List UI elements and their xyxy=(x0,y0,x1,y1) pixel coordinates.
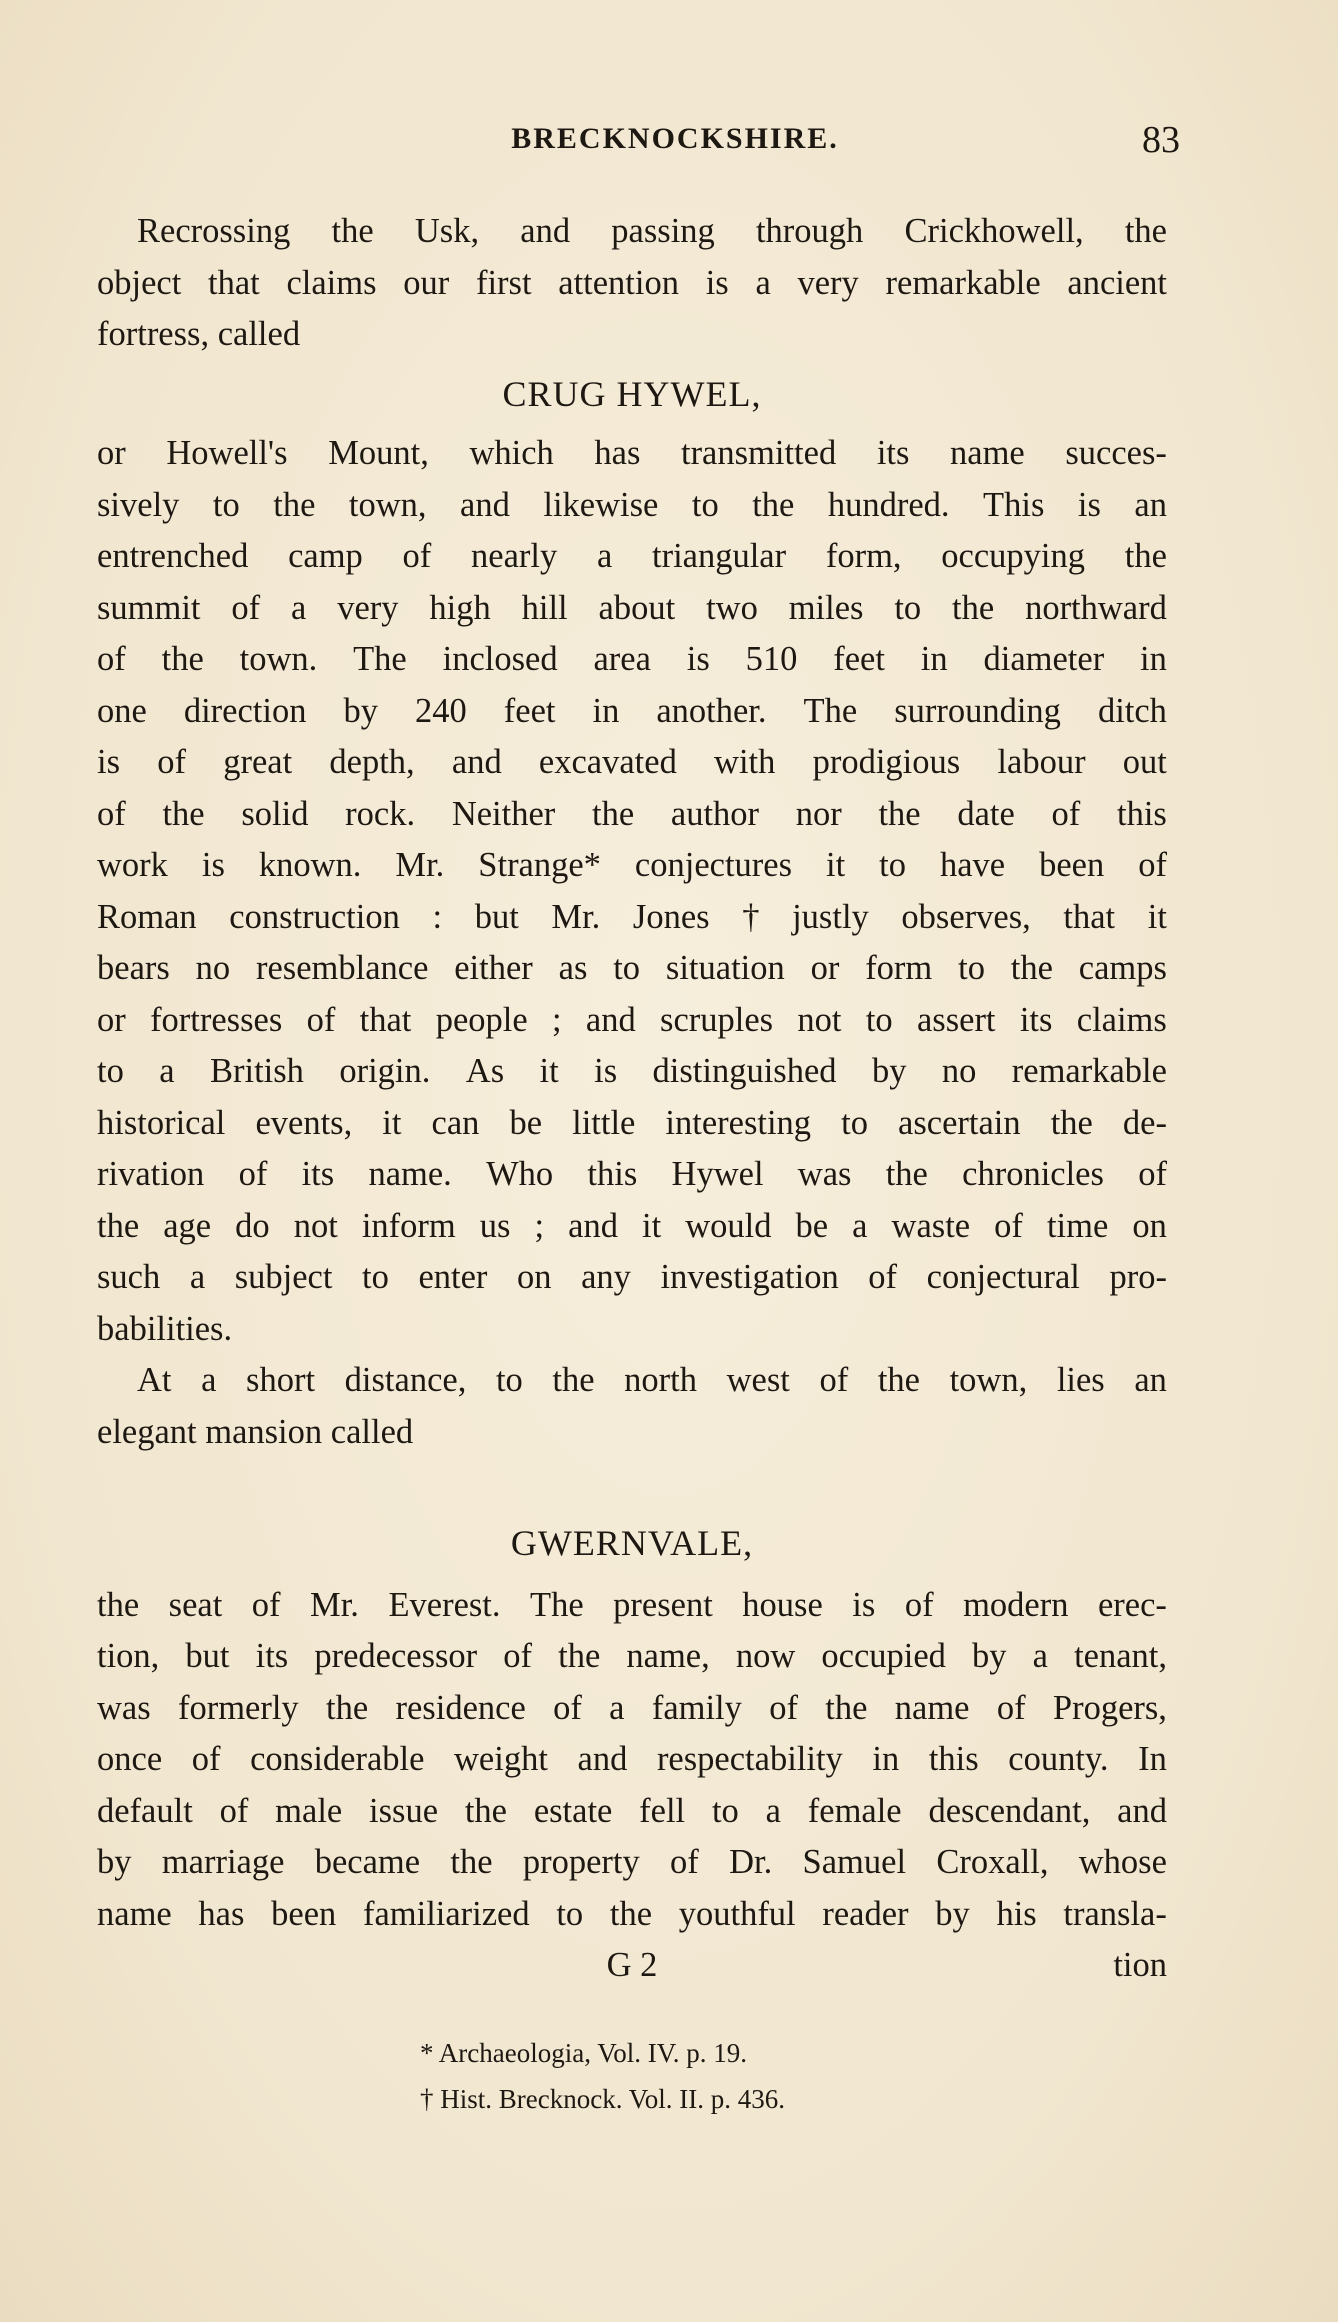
signature-mark: G 2 xyxy=(606,1946,658,1984)
text-line: name has been familiarized to the youthful reader by his transla- xyxy=(97,1894,1167,1933)
text-line: bears no resemblance either as to situation or form to the camps xyxy=(97,949,1167,987)
text-line: elegant mansion called xyxy=(97,1412,414,1451)
text-line: object that claims our first attention is a very remarkable ancient xyxy=(97,263,1167,302)
text-line: Roman construction : but Mr. Jones † justly observes, that it xyxy=(97,897,1167,936)
text-line: rivation of its name. Who this Hywel was the chronicles of xyxy=(97,1155,1167,1193)
running-head: BRECKNOCKSHIRE. xyxy=(511,122,839,155)
text-line: was formerly the residence of a family of the name of Progers, xyxy=(97,1688,1167,1727)
text-line: one direction by 240 feet in another. The surrounding ditch xyxy=(97,691,1167,730)
page-number: 83 xyxy=(1142,119,1180,161)
page-header xyxy=(150,118,1180,161)
text-line: of the solid rock. Neither the author nor the date of this xyxy=(97,794,1167,833)
footnotes xyxy=(420,2030,785,2122)
text-line: the seat of Mr. Everest. The present house is of modern erec- xyxy=(97,1585,1167,1624)
section-heading-gwernvale: GWERNVALE, xyxy=(510,1523,754,1563)
text-line: historical events, it can be little interesting to ascertain the de- xyxy=(97,1103,1167,1142)
text-line: fortress, called xyxy=(97,315,301,353)
paragraph-4 xyxy=(97,1580,1167,1941)
text-line: or Howell's Mount, which has transmitted its name succes- xyxy=(97,434,1167,472)
text-line: the age do not inform us ; and it would be a waste of time on xyxy=(97,1206,1167,1245)
text-line: to a British origin. As it is distinguished by no remarkable xyxy=(97,1052,1167,1090)
text-line: work is known. Mr. Strange* conjectures it to have been of xyxy=(97,846,1167,884)
body-text xyxy=(97,206,1167,1992)
text-line: At a short distance, to the north west of the town, lies an xyxy=(137,1361,1167,1399)
text-line: such a subject to enter on any investigation of conjectural pro- xyxy=(97,1258,1167,1296)
text-line: summit of a very high hill about two miles to the northward xyxy=(97,588,1167,627)
text-line: babilities. xyxy=(97,1309,233,1348)
text-line: entrenched camp of nearly a triangular form, occupying the xyxy=(97,537,1167,575)
footnote: * Archaeologia, Vol. IV. p. 19. xyxy=(420,2038,747,2068)
text-line: once of considerable weight and respectability in this county. In xyxy=(97,1740,1167,1778)
paragraph-1 xyxy=(97,206,1167,361)
catchword: tion xyxy=(1113,1946,1167,1984)
text-line: is of great depth, and excavated with prodigious labour out xyxy=(97,743,1167,781)
text-line: or fortresses of that people ; and scruples not to assert its claims xyxy=(97,1000,1167,1039)
text-line: Recrossing the Usk, and passing through Crickhowell, the xyxy=(137,212,1167,250)
paragraph-3 xyxy=(97,1355,1167,1458)
text-line: sively to the town, and likewise to the hundred. This is an xyxy=(97,485,1167,524)
paragraph-2 xyxy=(97,428,1167,1355)
text-line: tion, but its predecessor of the name, now occupied by a tenant, xyxy=(97,1637,1167,1675)
footnote: † Hist. Brecknock. Vol. II. p. 436. xyxy=(420,2084,785,2114)
text-line: of the town. The inclosed area is 510 feet in diameter in xyxy=(97,640,1167,678)
section-heading-crug-hywel: CRUG HYWEL, xyxy=(502,373,762,414)
text-line: by marriage became the property of Dr. Samuel Croxall, whose xyxy=(97,1843,1167,1881)
text-line: default of male issue the estate fell to a female descendant, and xyxy=(97,1791,1167,1830)
signature-line xyxy=(97,1940,1167,1992)
